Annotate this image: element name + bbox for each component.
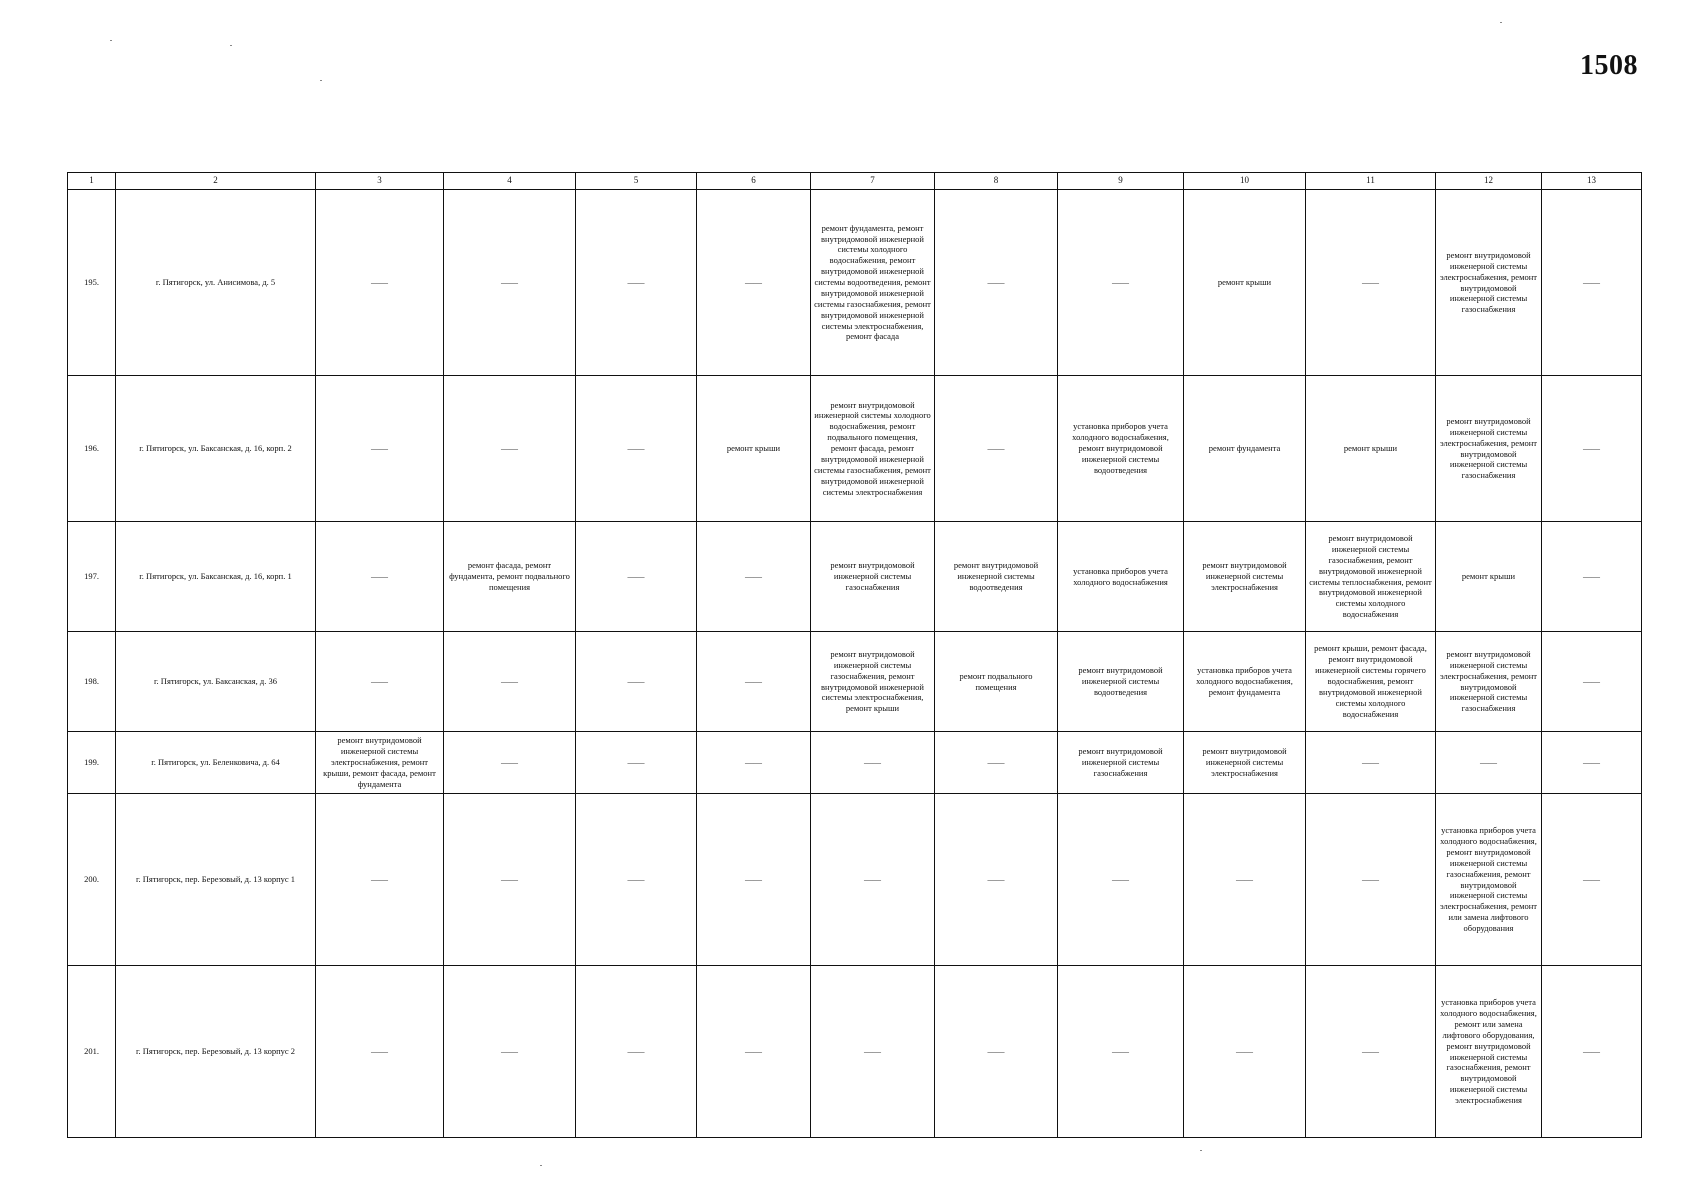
column-header: 1	[68, 173, 116, 190]
empty-cell-dash: ——	[697, 732, 811, 794]
scan-speck	[1500, 22, 1502, 23]
empty-cell-dash: ——	[1436, 732, 1542, 794]
work-cell: установка приборов учета холодного водоснабжения, ремонт внутридомовой инженерной системы газоснабжения, ремонт внутридомовой инженерной системы электроснабжения, ремонт или замена лифтового оборудования	[1436, 794, 1542, 966]
empty-cell-dash: ——	[444, 190, 576, 376]
empty-cell-dash: ——	[811, 966, 935, 1138]
empty-cell-dash: ——	[576, 522, 697, 632]
table-row	[68, 794, 1642, 966]
empty-cell-dash: ——	[935, 376, 1058, 522]
empty-cell-dash: ——	[1058, 190, 1184, 376]
empty-cell-dash: ——	[1306, 732, 1436, 794]
work-cell: ремонт внутридомовой инженерной системы газоснабжения, ремонт внутридомовой инженерной системы электроснабжения, ремонт крыши	[811, 632, 935, 732]
table-row	[68, 190, 1642, 376]
empty-cell-dash: ——	[576, 732, 697, 794]
work-cell: установка приборов учета холодного водоснабжения, ремонт внутридомовой инженерной системы водоотведения	[1058, 376, 1184, 522]
empty-cell-dash: ——	[1542, 732, 1642, 794]
empty-cell-dash: ——	[1542, 966, 1642, 1138]
empty-cell-dash: ——	[444, 732, 576, 794]
table-row	[68, 632, 1642, 732]
work-cell: ремонт крыши, ремонт фасада, ремонт внутридомовой инженерной системы горячего водоснабжения, ремонт внутридомовой инженерной системы холодного водоснабжения	[1306, 632, 1436, 732]
empty-cell-dash: ——	[697, 522, 811, 632]
work-cell: ремонт подвального помещения	[935, 632, 1058, 732]
scan-speck	[1200, 1150, 1202, 1151]
work-cell: ремонт внутридомовой инженерной системы холодного водоснабжения, ремонт подвального помещения, ремонт фасада, ремонт внутридомовой инженерной системы газоснабжения, ремонт внутридомовой инженерной системы электроснабжения	[811, 376, 935, 522]
work-cell: ремонт внутридомовой инженерной системы водоотведения	[935, 522, 1058, 632]
address-cell: г. Пятигорск, ул. Баксанская, д. 16, корп. 1	[116, 522, 316, 632]
work-cell: ремонт фасада, ремонт фундамента, ремонт подвального помещения	[444, 522, 576, 632]
empty-cell-dash: ——	[697, 190, 811, 376]
empty-cell-dash: ——	[1058, 966, 1184, 1138]
empty-cell-dash: ——	[935, 732, 1058, 794]
work-cell: ремонт внутридомовой инженерной системы электроснабжения, ремонт внутридомовой инженерной системы газоснабжения	[1436, 376, 1542, 522]
empty-cell-dash: ——	[576, 632, 697, 732]
scan-speck	[230, 45, 232, 46]
address-cell: г. Пятигорск, ул. Беленковича, д. 64	[116, 732, 316, 794]
empty-cell-dash: ——	[316, 794, 444, 966]
empty-cell-dash: ——	[697, 794, 811, 966]
work-cell: ремонт крыши	[697, 376, 811, 522]
work-cell: ремонт фундамента, ремонт внутридомовой инженерной системы холодного водоснабжения, ремонт внутридомовой инженерной системы водоотведения, ремонт внутридомовой инженерной системы газоснабжения, ремонт внутридомовой инженерной системы электроснабжения, ремонт фасада	[811, 190, 935, 376]
empty-cell-dash: ——	[316, 522, 444, 632]
empty-cell-dash: ——	[444, 794, 576, 966]
work-cell: ремонт внутридомовой инженерной системы электроснабжения	[1184, 522, 1306, 632]
empty-cell-dash: ——	[316, 632, 444, 732]
column-header: 13	[1542, 173, 1642, 190]
empty-cell-dash: ——	[1306, 794, 1436, 966]
row-number: 196.	[68, 376, 116, 522]
empty-cell-dash: ——	[576, 794, 697, 966]
address-cell: г. Пятигорск, ул. Анисимова, д. 5	[116, 190, 316, 376]
row-number: 199.	[68, 732, 116, 794]
scan-speck	[110, 40, 112, 41]
work-cell: ремонт внутридомовой инженерной системы газоснабжения, ремонт внутридомовой инженерной системы теплоснабжения, ремонт внутридомовой инженерной системы холодного водоснабжения	[1306, 522, 1436, 632]
empty-cell-dash: ——	[935, 794, 1058, 966]
address-cell: г. Пятигорск, ул. Баксанская, д. 16, корп. 2	[116, 376, 316, 522]
empty-cell-dash: ——	[811, 732, 935, 794]
row-number: 197.	[68, 522, 116, 632]
empty-cell-dash: ——	[697, 632, 811, 732]
column-header: 6	[697, 173, 811, 190]
empty-cell-dash: ——	[1542, 522, 1642, 632]
empty-cell-dash: ——	[444, 966, 576, 1138]
address-cell: г. Пятигорск, пер. Березовый, д. 13 корпус 1	[116, 794, 316, 966]
column-header: 11	[1306, 173, 1436, 190]
empty-cell-dash: ——	[697, 966, 811, 1138]
empty-cell-dash: ——	[935, 966, 1058, 1138]
table-row	[68, 966, 1642, 1138]
column-header: 5	[576, 173, 697, 190]
empty-cell-dash: ——	[1542, 376, 1642, 522]
column-header: 9	[1058, 173, 1184, 190]
work-cell: ремонт внутридомовой инженерной системы газоснабжения	[1058, 732, 1184, 794]
header-row	[68, 173, 1642, 190]
row-number: 201.	[68, 966, 116, 1138]
work-cell: ремонт фундамента	[1184, 376, 1306, 522]
empty-cell-dash: ——	[576, 376, 697, 522]
column-header: 4	[444, 173, 576, 190]
empty-cell-dash: ——	[316, 190, 444, 376]
work-cell: ремонт крыши	[1436, 522, 1542, 632]
scan-speck	[320, 80, 322, 81]
empty-cell-dash: ——	[444, 632, 576, 732]
empty-cell-dash: ——	[1058, 794, 1184, 966]
column-header: 7	[811, 173, 935, 190]
work-cell: ремонт внутридомовой инженерной системы водоотведения	[1058, 632, 1184, 732]
empty-cell-dash: ——	[935, 190, 1058, 376]
column-header: 3	[316, 173, 444, 190]
empty-cell-dash: ——	[1542, 794, 1642, 966]
work-cell: ремонт внутридомовой инженерной системы электроснабжения, ремонт крыши, ремонт фасада, ремонт фундамента	[316, 732, 444, 794]
row-number: 200.	[68, 794, 116, 966]
table-row	[68, 522, 1642, 632]
address-cell: г. Пятигорск, пер. Березовый, д. 13 корпус 2	[116, 966, 316, 1138]
empty-cell-dash: ——	[1306, 190, 1436, 376]
work-cell: ремонт крыши	[1184, 190, 1306, 376]
work-cell: установка приборов учета холодного водоснабжения	[1058, 522, 1184, 632]
empty-cell-dash: ——	[316, 376, 444, 522]
empty-cell-dash: ——	[1184, 794, 1306, 966]
table-body	[68, 190, 1642, 1138]
work-cell: установка приборов учета холодного водоснабжения, ремонт или замена лифтового оборудования, ремонт внутридомовой инженерной системы газоснабжения, ремонт внутридомовой инженерной системы электроснабжения	[1436, 966, 1542, 1138]
empty-cell-dash: ——	[576, 966, 697, 1138]
empty-cell-dash: ——	[811, 794, 935, 966]
page-number: 1508	[1580, 50, 1638, 81]
row-number: 198.	[68, 632, 116, 732]
empty-cell-dash: ——	[1542, 632, 1642, 732]
empty-cell-dash: ——	[1184, 966, 1306, 1138]
table-row	[68, 376, 1642, 522]
work-cell: ремонт внутридомовой инженерной системы газоснабжения	[811, 522, 935, 632]
column-header: 10	[1184, 173, 1306, 190]
empty-cell-dash: ——	[316, 966, 444, 1138]
work-cell: ремонт крыши	[1306, 376, 1436, 522]
column-header: 12	[1436, 173, 1542, 190]
repair-program-table	[67, 172, 1642, 1138]
empty-cell-dash: ——	[1306, 966, 1436, 1138]
work-cell: ремонт внутридомовой инженерной системы электроснабжения, ремонт внутридомовой инженерной системы газоснабжения	[1436, 632, 1542, 732]
table-row	[68, 732, 1642, 794]
row-number: 195.	[68, 190, 116, 376]
column-header: 8	[935, 173, 1058, 190]
work-cell: ремонт внутридомовой инженерной системы электроснабжения, ремонт внутридомовой инженерной системы газоснабжения	[1436, 190, 1542, 376]
empty-cell-dash: ——	[444, 376, 576, 522]
work-cell: установка приборов учета холодного водоснабжения, ремонт фундамента	[1184, 632, 1306, 732]
empty-cell-dash: ——	[576, 190, 697, 376]
column-header: 2	[116, 173, 316, 190]
address-cell: г. Пятигорск, ул. Баксанская, д. 36	[116, 632, 316, 732]
empty-cell-dash: ——	[1542, 190, 1642, 376]
scan-speck	[540, 1165, 542, 1166]
work-cell: ремонт внутридомовой инженерной системы электроснабжения	[1184, 732, 1306, 794]
